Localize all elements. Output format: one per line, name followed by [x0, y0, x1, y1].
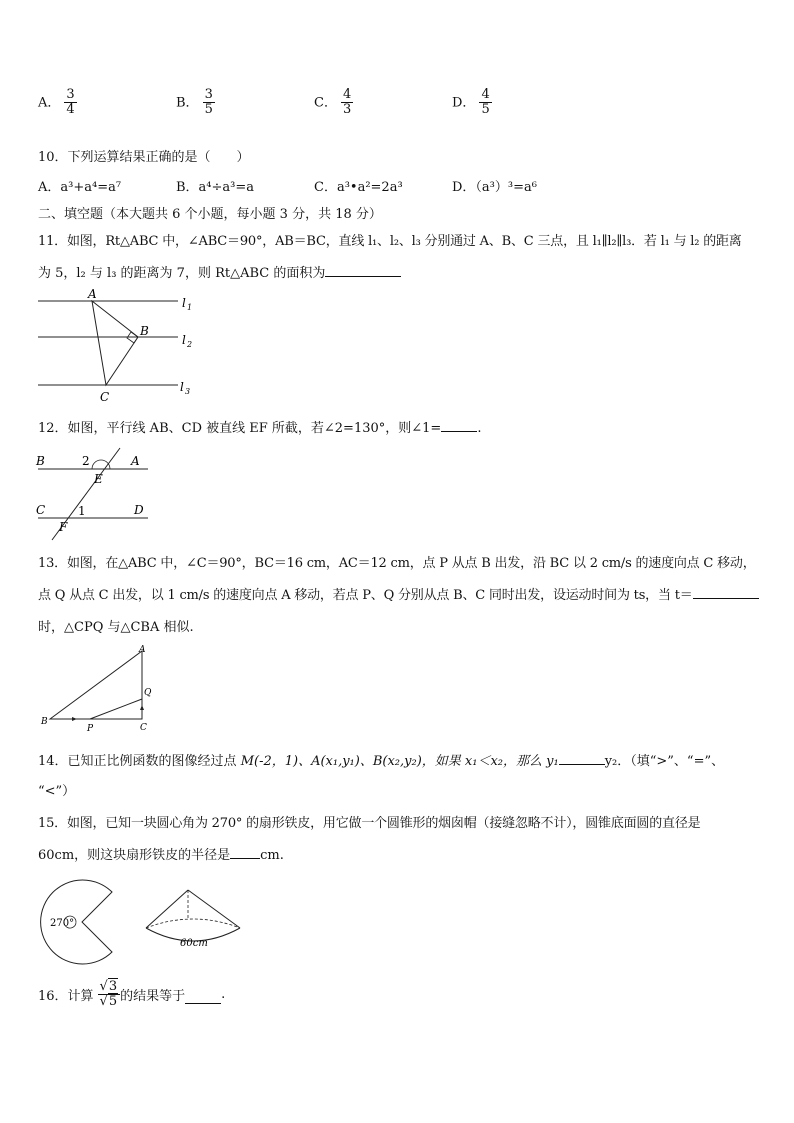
- label-b: B: [140, 324, 149, 338]
- sqrt-icon: √5: [99, 994, 118, 1010]
- answer-blank: [185, 991, 221, 1004]
- q10-option-b: B．a⁴÷a³=a: [176, 180, 255, 195]
- q11-line1: 11．如图，Rt△ABC 中，∠ABC＝90°，AB＝BC，直线 l₁、l₂、l₃ 分别通过 A、B、C 三点，且 l₁∥l₂∥l₃．若 l₁ 与 l₂ 的距离: [38, 234, 742, 249]
- label-l2: l: [182, 333, 186, 347]
- label-l3: l: [180, 380, 184, 394]
- label-q: Q: [144, 688, 152, 698]
- label-f: F: [59, 520, 68, 534]
- label-l1-sub: 1: [187, 303, 193, 312]
- label-p: P: [87, 724, 94, 734]
- q9-option-c: C． $\frac{4}{3}$: [314, 87, 352, 118]
- angle-2-label: 2: [82, 454, 90, 468]
- label-a: A: [139, 645, 146, 655]
- q14-line2: “<”）: [38, 784, 76, 799]
- q11-figure: [30, 285, 220, 410]
- section-title: 二、填空题（本大题共 6 个小题，每小题 3 分，共 18 分）: [38, 207, 382, 222]
- q10-option-c: C．a³•a²=2a³: [314, 180, 403, 195]
- fraction: $\frac{4}{3}$: [342, 87, 352, 118]
- q10-option-d: D．（a³）³=a⁶: [452, 180, 537, 195]
- fraction: $\frac{4}{5}$: [481, 87, 490, 118]
- angle-1-label: 1: [78, 504, 86, 518]
- q13-line1: 13．如图，在△ABC 中，∠C＝90°，BC＝16 cm，AC＝12 cm，点 P 从点 B 出发，沿 BC 以 2 cm/s 的速度向点 C 移动，: [38, 556, 756, 571]
- label-l1: l: [182, 296, 186, 310]
- label-c: C: [36, 503, 46, 517]
- q15-line2: 60cm，则这块扇形铁皮的半径是 cm.: [38, 848, 284, 863]
- sqrt-icon: √3: [99, 979, 118, 994]
- q13-figure: [30, 643, 165, 735]
- answer-blank: [441, 419, 477, 432]
- angle-label: 270°: [50, 918, 75, 929]
- label-l2-sub: 2: [187, 340, 193, 349]
- q11-line2: 为 5，l₂ 与 l₃ 的距离为 7，则 Rt△ABC 的面积为: [38, 262, 401, 281]
- label-l3-sub: 3: [185, 387, 191, 396]
- q14-line1: 14．已知正比例函数的图像经过点 M(-2，1)、A(x₁,y₁)、B(x₂,y₂)，如果 x₁＜x₂，那么 y₁ y₂．（填“>”、“=”、: [38, 754, 725, 769]
- sqrt-fraction: [98, 980, 121, 1010]
- q10-stem: 10．下列运算结果正确的是（ ）: [38, 150, 250, 165]
- answer-blank: [693, 586, 759, 599]
- q12-figure: [30, 445, 160, 543]
- label-a: A: [131, 454, 140, 468]
- label-d: D: [134, 503, 144, 517]
- fraction: $\frac{3}{4}$: [66, 87, 75, 118]
- answer-blank: [230, 846, 260, 859]
- q13-line3: 时，△CPQ 与△CBA 相似.: [38, 620, 194, 635]
- label-c: C: [100, 390, 110, 404]
- diameter-label: 60cm: [180, 938, 208, 949]
- label-c: C: [140, 723, 147, 733]
- label-a: A: [88, 287, 97, 301]
- label-b: B: [36, 454, 45, 468]
- q9-option-a: A． $\frac{3}{4}$: [38, 87, 75, 118]
- q9-option-d: D． $\frac{4}{5}$: [452, 87, 490, 118]
- q12-text: 12．如图，平行线 AB、CD 被直线 EF 所截，若∠2=130°，则∠1= .: [38, 421, 482, 436]
- answer-blank: [559, 752, 605, 765]
- q15-figure: [34, 874, 264, 970]
- fraction: $\frac{3}{5}$: [204, 87, 213, 118]
- q9-option-b: B． $\frac{3}{5}$: [176, 87, 213, 118]
- answer-blank: [325, 264, 401, 277]
- label-e: E: [94, 472, 103, 486]
- q10-option-a: A．a³+a⁴=a⁷: [38, 180, 122, 195]
- label-b: B: [41, 717, 48, 727]
- q16-text: 16．计算 $\frac{√3}{√5}$ 的结果等于 .: [38, 979, 226, 1010]
- q13-line2: 点 Q 从点 C 出发，以 1 cm/s 的速度向点 A 移动，若点 P、Q 分别从点 B、C 同时出发，设运动时间为 ts，当 t＝: [38, 584, 759, 603]
- q15-line1: 15．如图，已知一块圆心角为 270° 的扇形铁皮，用它做一个圆锥形的烟囱帽（接缝忽略不计），圆锥底面圆的直径是: [38, 816, 701, 831]
